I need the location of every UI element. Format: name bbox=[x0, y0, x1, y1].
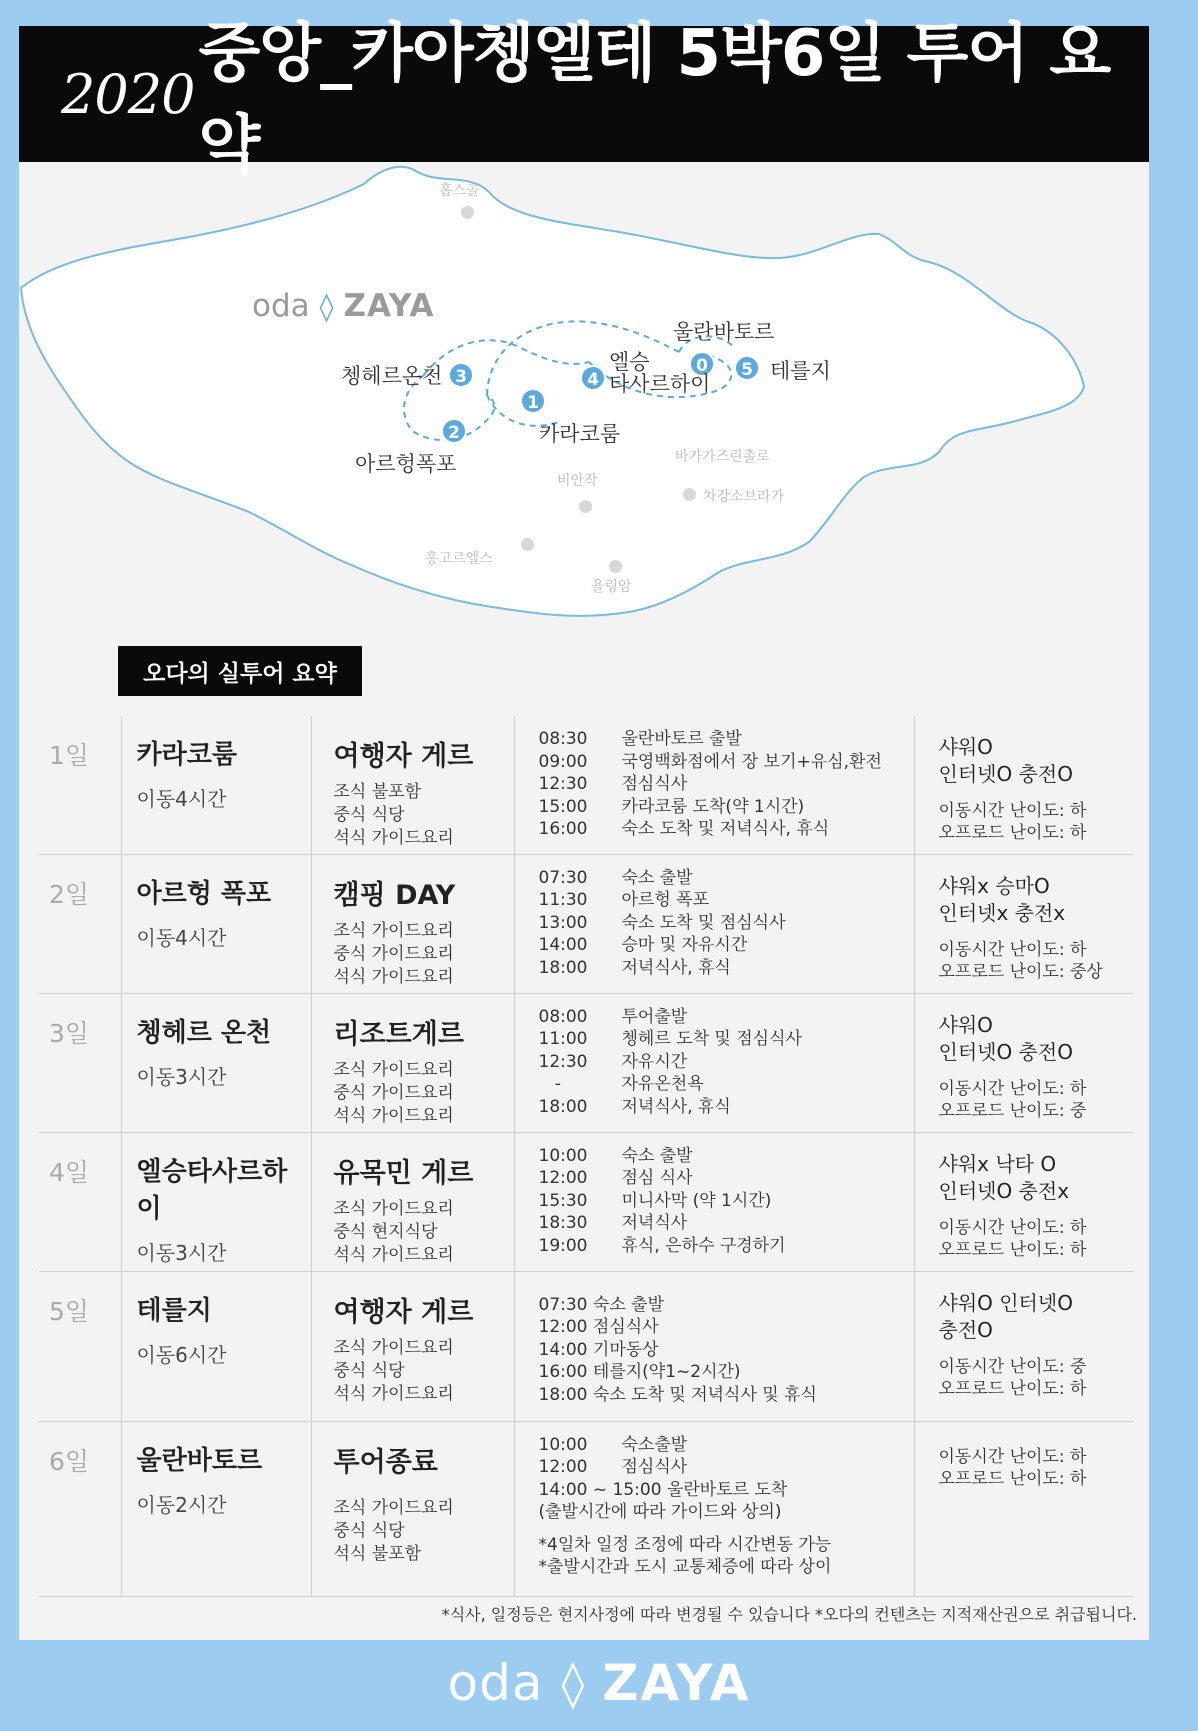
page-title: 중앙_카아쳉엘테 5박6일 투어 요약 bbox=[198, 17, 1111, 183]
meal-dinner: 석식 가이드요리 bbox=[333, 828, 454, 848]
schedule-note: *출발시간과 도시 교통체증에 따라 상이 bbox=[538, 1557, 832, 1577]
schedule-time: 16:00 bbox=[538, 819, 588, 839]
schedule-time: 07:30 bbox=[538, 867, 588, 888]
schedule-time: 15:00 bbox=[538, 796, 588, 817]
route-stop-3: 3 bbox=[448, 362, 474, 388]
schedule-text: 쳉헤르 도착 및 점심식사 bbox=[621, 1029, 802, 1049]
schedule-time: 13:00 bbox=[538, 912, 588, 933]
schedule-time: 12:30 bbox=[538, 1051, 588, 1072]
schedule-cell bbox=[514, 993, 914, 1132]
day-label: 4일 bbox=[39, 1132, 121, 1271]
schedule-time: 09:00 bbox=[538, 751, 588, 772]
difficulty-travel: 이동시간 난이도: 하 bbox=[938, 1217, 1087, 1238]
pin-icon: ◊ bbox=[561, 1656, 585, 1710]
schedule-text: 저녁식사, 휴식 bbox=[621, 1096, 731, 1117]
itinerary-table bbox=[39, 716, 1134, 1597]
stop-label-tsenkher: 쳉헤르온천 bbox=[341, 364, 443, 388]
lodging-type: 유목민 게르 bbox=[333, 1157, 474, 1189]
schedule-text: 점심식사 bbox=[621, 774, 688, 794]
schedule-time: 18:30 bbox=[538, 1213, 588, 1233]
place-label-yolyn-am: 욜링암 bbox=[591, 579, 632, 595]
place-dot bbox=[609, 560, 622, 573]
facility-line: 인터넷O 충전O bbox=[938, 762, 1073, 786]
meal-dinner: 석식 가이드요리 bbox=[333, 1244, 454, 1265]
meal-lunch: 중식 가이드요리 bbox=[333, 1082, 454, 1103]
place-dot bbox=[683, 488, 696, 501]
schedule-text: 국영백화점에서 장 보기+유심,환전 bbox=[621, 751, 882, 772]
schedule-text: 미니사막 (약 1시간) bbox=[621, 1190, 772, 1211]
facility-line: 샤워O bbox=[938, 1012, 993, 1037]
schedule-text: 저녁식사, 휴식 bbox=[621, 957, 731, 978]
difficulty-offroad: 오프로드 난이도: 하 bbox=[938, 1239, 1087, 1260]
footnote: *식사, 일정등은 현지사정에 따라 변경될 수 있습니다 *오다의 컨텐츠는 지적재산권으로 취급됩니다. bbox=[441, 1605, 1137, 1624]
travel-time: 이동2시간 bbox=[136, 1492, 227, 1517]
facility-line: 충전O bbox=[938, 1317, 993, 1342]
meal-lunch: 중식 현지식당 bbox=[333, 1221, 438, 1242]
travel-time: 이동6시간 bbox=[136, 1342, 227, 1367]
difficulty-travel: 이동시간 난이도: 중 bbox=[938, 1356, 1087, 1377]
table-row bbox=[39, 854, 1134, 993]
meal-lunch: 중식 식당 bbox=[333, 1520, 405, 1541]
facility-line: 샤워O bbox=[938, 735, 993, 759]
schedule-text: 점심 식사 bbox=[621, 1168, 693, 1188]
place-label-bayanzag: 비안작 bbox=[557, 473, 598, 489]
schedule-text: 투어출발 bbox=[621, 1006, 688, 1027]
meal-breakfast: 조식 불포함 bbox=[333, 782, 422, 802]
map-logo-zaya: ZAYA bbox=[343, 288, 435, 324]
table-row bbox=[39, 716, 1134, 854]
schedule-time: 10:00 bbox=[538, 1434, 588, 1455]
place-label-khuvsgul: 홉스골 bbox=[439, 183, 480, 199]
schedule-time: - bbox=[538, 1074, 561, 1094]
route-stop-5: 5 bbox=[734, 355, 760, 381]
mongolia-route-map bbox=[19, 162, 1149, 722]
schedule-line: 14:00 ~ 15:00 울란바토르 도착 bbox=[538, 1479, 788, 1500]
schedule-time: 19:00 bbox=[538, 1235, 588, 1256]
facility-cell bbox=[914, 1421, 1134, 1596]
schedule-text: 점심식사 bbox=[621, 1457, 688, 1477]
schedule-text: 저녁식사 bbox=[621, 1213, 688, 1233]
facility-cell bbox=[914, 854, 1134, 993]
meal-lunch: 중식 식당 bbox=[333, 805, 405, 825]
day-label: 6일 bbox=[39, 1421, 121, 1596]
meal-dinner: 석식 가이드요리 bbox=[333, 1383, 454, 1404]
place-dot bbox=[521, 538, 534, 551]
schedule-text: 아르헝 폭포 bbox=[621, 890, 710, 910]
meal-dinner: 석식 불포함 bbox=[333, 1543, 422, 1564]
schedule-text: 숙소 출발 bbox=[621, 867, 693, 888]
footer-logo bbox=[0, 1654, 1198, 1712]
day-label: 1일 bbox=[39, 716, 121, 854]
stop-label-elsen-line2: 타사르하이 bbox=[609, 372, 711, 396]
place-label-baga-gazriin: 바가가즈린촐로 bbox=[675, 449, 770, 465]
travel-time: 이동4시간 bbox=[136, 787, 227, 811]
table-row bbox=[39, 993, 1134, 1132]
schedule-cell bbox=[514, 854, 914, 993]
schedule-time: 10:00 bbox=[538, 1145, 588, 1166]
schedule-line: 18:00 숙소 도착 및 저녁식사 및 휴식 bbox=[538, 1384, 817, 1405]
lodging-type: 여행자 게르 bbox=[333, 1296, 474, 1328]
difficulty-offroad: 오프로드 난이도: 중 bbox=[938, 1100, 1087, 1121]
difficulty-travel: 이동시간 난이도: 하 bbox=[938, 1078, 1087, 1099]
difficulty-travel: 이동시간 난이도: 하 bbox=[938, 1446, 1087, 1467]
schedule-text: 승마 및 자유시간 bbox=[621, 935, 748, 955]
schedule-text: 자유시간 bbox=[621, 1051, 688, 1072]
schedule-text: 숙소 도착 및 저녁식사, 휴식 bbox=[621, 819, 830, 839]
mongolia-outline bbox=[21, 167, 1084, 616]
facility-cell bbox=[914, 716, 1134, 854]
schedule-time: 11:30 bbox=[538, 890, 588, 910]
difficulty-travel: 이동시간 난이도: 하 bbox=[938, 939, 1087, 960]
facility-cell bbox=[914, 1132, 1134, 1271]
schedule-cell bbox=[514, 1421, 914, 1596]
schedule-line: (출발시간에 따라 가이드와 상의) bbox=[538, 1502, 782, 1522]
schedule-text: 숙소출발 bbox=[621, 1434, 688, 1455]
meal-dinner: 석식 가이드요리 bbox=[333, 1105, 454, 1126]
route-stop-4: 4 bbox=[580, 365, 606, 391]
pin-icon: ◊ bbox=[319, 289, 334, 323]
lodging-type: 캠핑 DAY bbox=[333, 879, 456, 911]
route-stop-0: 0 bbox=[689, 351, 715, 377]
schedule-time: 08:30 bbox=[538, 729, 588, 749]
facility-line: 인터넷O 충전x bbox=[938, 1178, 1070, 1203]
difficulty-offroad: 오프로드 난이도: 하 bbox=[938, 823, 1087, 843]
place-dot bbox=[579, 500, 592, 513]
destination-name: 아르헝 폭포 bbox=[136, 878, 272, 909]
schedule-time: 12:30 bbox=[538, 774, 588, 794]
meal-breakfast: 조식 가이드요리 bbox=[333, 1059, 454, 1080]
meal-breakfast: 조식 가이드요리 bbox=[333, 1497, 454, 1518]
facility-line: 인터넷O 충전O bbox=[938, 1039, 1073, 1064]
place-label-tsagaan-suvarga: 차강소브라가 bbox=[703, 489, 785, 505]
travel-time: 이동3시간 bbox=[136, 1064, 227, 1089]
route-stop-2: 2 bbox=[441, 418, 467, 444]
destination-name: 쳉헤르 온천 bbox=[136, 1017, 272, 1048]
footer-logo-zaya: ZAYA bbox=[602, 1654, 751, 1712]
schedule-time: 18:00 bbox=[538, 1096, 588, 1117]
schedule-time: 11:00 bbox=[538, 1029, 588, 1049]
schedule-cell bbox=[514, 1271, 914, 1421]
schedule-line: 16:00 테를지(약1~2시간) bbox=[538, 1362, 741, 1382]
day-label: 2일 bbox=[39, 854, 121, 993]
schedule-text: 울란바토르 출발 bbox=[621, 729, 742, 749]
schedule-line: 07:30 숙소 출발 bbox=[538, 1294, 664, 1315]
destination-name: 테를지 bbox=[136, 1295, 212, 1326]
day-label: 5일 bbox=[39, 1271, 121, 1421]
lodging-type: 투어종료 bbox=[333, 1446, 438, 1478]
schedule-text: 숙소 출발 bbox=[621, 1145, 693, 1166]
difficulty-offroad: 오프로드 난이도: 하 bbox=[938, 1468, 1087, 1489]
difficulty-offroad: 오프로드 난이도: 중상 bbox=[938, 961, 1103, 982]
map-logo bbox=[252, 288, 434, 324]
schedule-cell bbox=[514, 716, 914, 854]
destination-name: 엘승타사르하이 bbox=[136, 1156, 288, 1224]
destination-name: 울란바토르 bbox=[136, 1445, 263, 1476]
facility-cell bbox=[914, 1271, 1134, 1421]
schedule-time: 12:00 bbox=[538, 1457, 588, 1477]
schedule-text: 카라코룸 도착(약 1시간) bbox=[621, 796, 805, 817]
title-year: 2020 bbox=[61, 62, 195, 126]
stop-label-ulaanbaatar: 울란바토르 bbox=[673, 320, 775, 344]
schedule-text: 휴식, 은하수 구경하기 bbox=[621, 1235, 786, 1256]
schedule-text: 숙소 도착 및 점심식사 bbox=[621, 912, 786, 933]
title-bar bbox=[19, 17, 1149, 183]
facility-line: 샤워O 인터넷O bbox=[938, 1290, 1073, 1315]
place-label-khongor-els: 홍고르엘스 bbox=[425, 551, 493, 567]
schedule-time: 12:00 bbox=[538, 1168, 588, 1188]
table-row bbox=[39, 1271, 1134, 1421]
schedule-time: 08:00 bbox=[538, 1006, 588, 1027]
stop-label-karakorum: 카라코룸 bbox=[539, 422, 621, 446]
stop-label-elsen-line1: 엘승 bbox=[609, 350, 650, 374]
schedule-time: 15:30 bbox=[538, 1190, 588, 1211]
summary-label: 오다의 실투어 요약 bbox=[118, 646, 362, 696]
facility-line: 샤워x 낙타 O bbox=[938, 1151, 1057, 1176]
table-row bbox=[39, 1132, 1134, 1271]
lodging-type: 여행자 게르 bbox=[333, 741, 474, 772]
place-dot bbox=[461, 206, 474, 219]
meal-lunch: 중식 식당 bbox=[333, 1360, 405, 1381]
travel-time: 이동3시간 bbox=[136, 1240, 227, 1265]
lodging-type: 리조트게르 bbox=[333, 1018, 464, 1050]
schedule-time: 14:00 bbox=[538, 935, 588, 955]
schedule-cell bbox=[514, 1132, 914, 1271]
meal-dinner: 석식 가이드요리 bbox=[333, 966, 454, 987]
meal-breakfast: 조식 가이드요리 bbox=[333, 1198, 454, 1219]
schedule-line: 14:00 기마동상 bbox=[538, 1339, 659, 1360]
facility-line: 인터넷x 충전x bbox=[938, 900, 1066, 925]
day-label: 3일 bbox=[39, 993, 121, 1132]
meal-breakfast: 조식 가이드요리 bbox=[333, 1337, 454, 1358]
facility-line: 샤워x 승마O bbox=[938, 873, 1050, 898]
schedule-text: 자유온천욕 bbox=[621, 1074, 704, 1094]
tour-summary-card bbox=[19, 17, 1149, 1640]
meal-lunch: 중식 가이드요리 bbox=[333, 943, 454, 964]
difficulty-offroad: 오프로드 난이도: 하 bbox=[938, 1378, 1087, 1399]
facility-cell bbox=[914, 993, 1134, 1132]
map-logo-oda: oda bbox=[252, 288, 310, 324]
destination-name: 카라코룸 bbox=[136, 740, 237, 770]
schedule-note: *4일차 일정 조정에 따라 시간변동 가능 bbox=[538, 1534, 832, 1555]
difficulty-travel: 이동시간 난이도: 하 bbox=[938, 801, 1087, 821]
route-stop-1: 1 bbox=[520, 388, 546, 414]
meal-breakfast: 조식 가이드요리 bbox=[333, 920, 454, 941]
schedule-time: 18:00 bbox=[538, 957, 588, 978]
footer-logo-oda: oda bbox=[447, 1654, 544, 1712]
table-row bbox=[39, 1421, 1134, 1596]
travel-time: 이동4시간 bbox=[136, 925, 227, 950]
stop-label-terelj: 테를지 bbox=[770, 359, 831, 383]
schedule-line: 12:00 점심식사 bbox=[538, 1317, 659, 1337]
stop-label-orkhon-falls: 아르헝폭포 bbox=[355, 452, 457, 476]
